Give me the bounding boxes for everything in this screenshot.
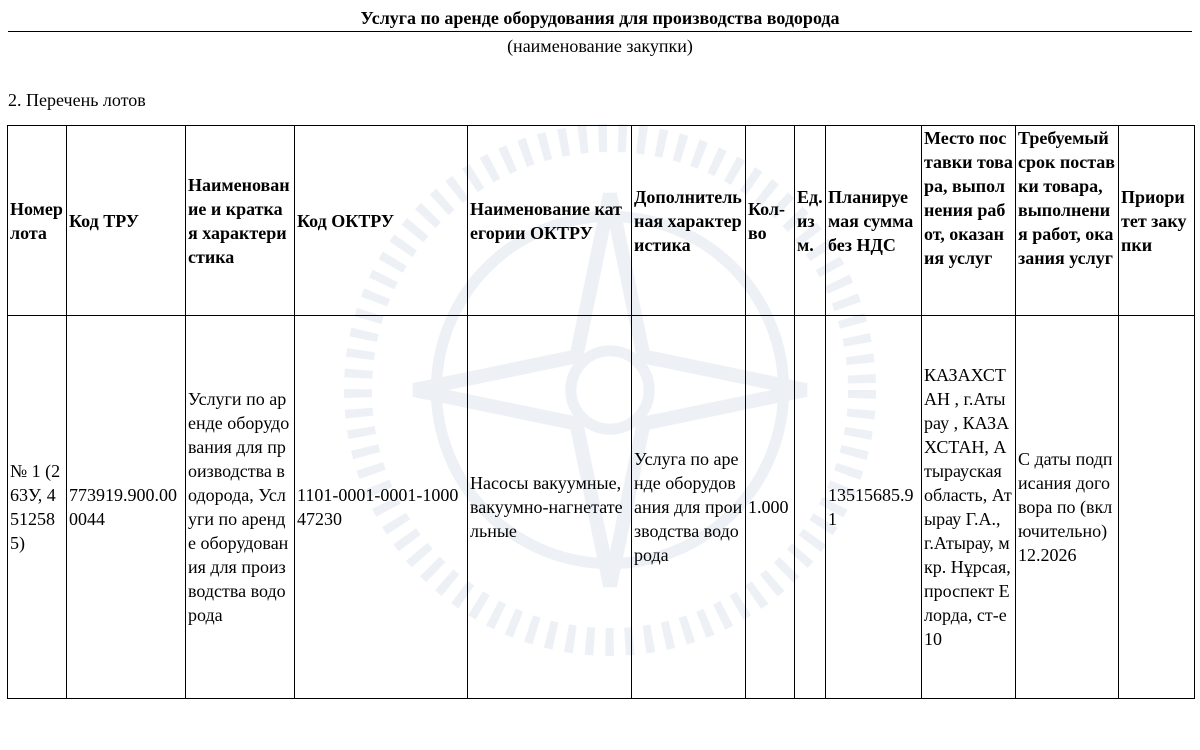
cell-tru-code: 773919.900.000044 [67,316,186,699]
page-subtitle: (наименование закупки) [507,36,693,56]
col-header-amount: Планируемая сумма без НДС [826,126,922,316]
cell-quantity: 1.000 [746,316,795,699]
table-row [8,316,1195,699]
col-header-priority: Приоритет закупки [1119,126,1195,316]
lots-table [7,125,1195,699]
cell-additional: Услуга по аренде оборудования для производства водорода [632,316,746,699]
page-title: Услуга по аренде оборудования для производства водорода [360,8,840,28]
col-header-place: Место поставки товара, выполнения работ, оказания услуг [922,126,1016,316]
col-header-term: Требуемый срок поставки товара, выполнения работ, оказания услуг [1016,126,1119,316]
table-header-row [8,126,1195,316]
col-header-quantity: Кол-во [746,126,795,316]
col-header-lot-number: Номер лота [8,126,67,316]
col-header-tru-code: Код ТРУ [67,126,186,316]
cell-oktru-code: 1101-0001-0001-100047230 [295,316,468,699]
cell-oktru-category: Насосы вакуумные, вакуумно-нагнетательные [468,316,632,699]
cell-priority [1119,316,1195,699]
col-header-oktru-code: Код ОКТРУ [295,126,468,316]
cell-unit [795,316,826,699]
section-title: 2. Перечень лотов [8,90,146,110]
title-underline [8,31,1192,32]
cell-term: С даты подписания договора по (включительно) 12.2026 [1016,316,1119,699]
cell-amount: 13515685.91 [826,316,922,699]
cell-place: КАЗАХСТАН , г.Атырау , КАЗАХСТАН, Атырауская область, Атырау Г.А., г.Атырау, мкр. Нұрсая, проспект Елорда, ст-е 10 [922,316,1016,699]
col-header-name: Наименование и краткая характеристика [186,126,295,316]
col-header-unit: Ед. изм. [795,126,826,316]
cell-lot-number: № 1 (263У, 4512585) [8,316,67,699]
cell-name: Услуги по аренде оборудования для производства водорода, Услуги по аренде оборудования для производства водорода [186,316,295,699]
col-header-additional: Дополнительная характеристика [632,126,746,316]
col-header-oktru-category: Наименование категории ОКТРУ [468,126,632,316]
